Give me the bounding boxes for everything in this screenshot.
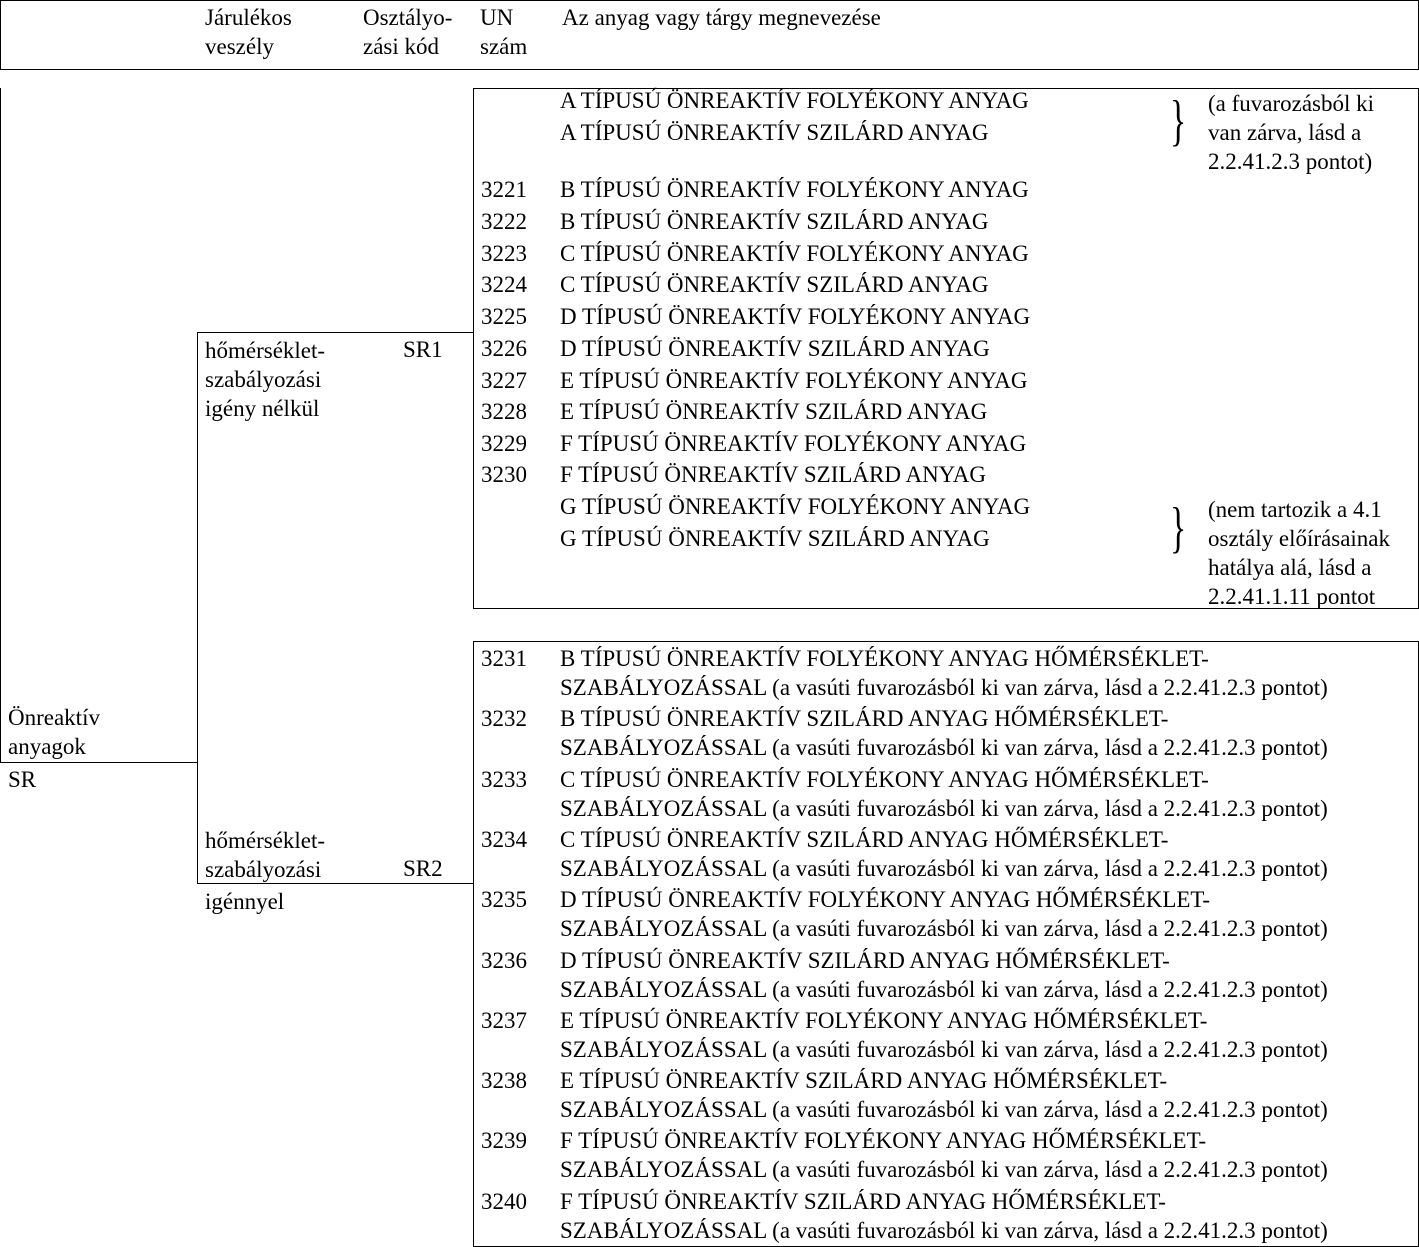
root-label-line1: Önreaktív [8,705,100,730]
group1-substance-name: A TÍPUSÚ ÖNREAKTÍV SZILÁRD ANYAG [560,120,989,145]
group2-substance-name-line1: C TÍPUSÚ ÖNREAKTÍV SZILÁRD ANYAG HŐMÉRSÉKLET- [560,826,1169,852]
group2-un-number: 3231 [481,646,527,671]
group2-substance-name-line2: SZABÁLYOZÁSSAL (a vasúti fuvarozásból ki van zárva, lásd a 2.2.41.2.3 pontot) [560,1036,1328,1062]
note-g-line3: hatálya alá, lásd a [1208,555,1372,580]
group2-substance-name-line1: E TÍPUSÚ ÖNREAKTÍV SZILÁRD ANYAG HŐMÉRSÉKLET- [560,1068,1168,1094]
branch-vertical-line [197,333,198,884]
header-un-number [480,3,527,61]
group1-substance-name: F TÍPUSÚ ÖNREAKTÍV FOLYÉKONY ANYAG [560,431,1027,456]
group2-substance-name-line2: SZABÁLYOZÁSSAL (a vasúti fuvarozásból ki van zárva, lásd a 2.2.41.2.3 pontot) [560,1097,1328,1123]
root-horizontal-line [0,762,198,763]
group1-note-g [1208,495,1390,611]
group2-box [473,641,1419,1247]
group1-note-a [1208,89,1374,176]
group2-substance-name-line1: F TÍPUSÚ ÖNREAKTÍV SZILÁRD ANYAG HŐMÉRSÉKLET- [560,1188,1166,1214]
note-g-line1: (nem tartozik a 4.1 [1208,497,1382,522]
group1-un-number: 3226 [481,336,527,361]
note-g-line4: 2.2.41.1.11 pontot [1208,584,1376,609]
group1-un-number: 3221 [481,177,527,202]
group1-substance-name: A TÍPUSÚ ÖNREAKTÍV FOLYÉKONY ANYAG [560,88,1029,113]
group2-substance-name-line2: SZABÁLYOZÁSSAL (a vasúti fuvarozásból ki van zárva, lásd a 2.2.41.2.3 pontot) [560,795,1328,821]
group2-substance-name-line2: SZABÁLYOZÁSSAL (a vasúti fuvarozásból ki van zárva, lásd a 2.2.41.2.3 pontot) [560,976,1328,1002]
group1-substance-name: E TÍPUSÚ ÖNREAKTÍV FOLYÉKONY ANYAG [560,368,1028,393]
group2-substance-name-line2: SZABÁLYOZÁSSAL (a vasúti fuvarozásból ki van zárva, lásd a 2.2.41.2.3 pontot) [560,916,1328,942]
header-un-line2: szám [480,34,528,59]
group2-substance-name-line1: D TÍPUSÚ ÖNREAKTÍV FOLYÉKONY ANYAG HŐMÉRSÉKLET- [560,887,1211,913]
header-subsidiary-line2: veszély [205,34,274,59]
group2-substance-name-line2: SZABÁLYOZÁSSAL (a vasúti fuvarozásból ki van zárva, lásd a 2.2.41.2.3 pontot) [560,675,1328,700]
group2-un-number: 3238 [481,1068,527,1094]
group2-un-number: 3240 [481,1188,527,1214]
note-a-line3: 2.2.41.2.3 pontot) [1208,149,1373,174]
group2-un-number: 3237 [481,1007,527,1033]
group1-substance-name: F TÍPUSÚ ÖNREAKTÍV SZILÁRD ANYAG [560,462,986,487]
group2-substance-name-line1: B TÍPUSÚ ÖNREAKTÍV FOLYÉKONY ANYAG HŐMÉRSÉKLET- [560,646,1209,671]
group1-un-number: 3229 [481,431,527,456]
root-label [8,703,100,761]
group1-substance-name: G TÍPUSÚ ÖNREAKTÍV SZILÁRD ANYAG [560,526,990,551]
group1-brace-g: } [1170,497,1187,559]
branch2-code: SR2 [403,856,443,881]
group1-un-number: 3223 [481,241,527,266]
header-code-line1: Osztályo- [363,5,453,30]
group1-substance-name: G TÍPUSÚ ÖNREAKTÍV FOLYÉKONY ANYAG [560,494,1031,519]
branch1-label [205,336,325,423]
group2-substance-name-line1: F TÍPUSÚ ÖNREAKTÍV FOLYÉKONY ANYAG HŐMÉRSÉKLET- [560,1128,1207,1154]
group2-substance-name-line1: B TÍPUSÚ ÖNREAKTÍV SZILÁRD ANYAG HŐMÉRSÉKLET- [560,706,1169,732]
group2-substance-name-line2: SZABÁLYOZÁSSAL (a vasúti fuvarozásból ki van zárva, lásd a 2.2.41.2.3 pontot) [560,1157,1328,1183]
group2-un-number: 3232 [481,706,527,732]
header-un-line1: UN [480,5,514,30]
group1-substance-name: D TÍPUSÚ ÖNREAKTÍV SZILÁRD ANYAG [560,336,990,361]
header-substance-name: Az anyag vagy tárgy megnevezése [562,5,881,30]
group2-substance-name-line2: SZABÁLYOZÁSSAL (a vasúti fuvarozásból ki van zárva, lásd a 2.2.41.2.3 pontot) [560,1217,1328,1243]
root-code: SR [8,767,37,792]
group2-un-number: 3234 [481,826,527,852]
header-code-line2: zási kód [363,34,440,59]
branch1-label-line3: igény nélkül [205,396,320,421]
note-g-line2: osztály előírásainak [1208,526,1391,551]
branch2-label-line3: igénnyel [205,889,285,914]
group2-substance-name-line1: D TÍPUSÚ ÖNREAKTÍV SZILÁRD ANYAG HŐMÉRSÉKLET- [560,947,1170,973]
group2-un-number: 3239 [481,1128,527,1154]
group1-un-number: 3224 [481,272,527,297]
group1-substance-name: D TÍPUSÚ ÖNREAKTÍV FOLYÉKONY ANYAG [560,304,1031,329]
group1-un-number: 3228 [481,399,527,424]
branch1-label-line2: szabályozási [205,367,322,392]
group2-substance-name-line2: SZABÁLYOZÁSSAL (a vasúti fuvarozásból ki van zárva, lásd a 2.2.41.2.3 pontot) [560,735,1328,761]
header-classification-code [363,3,452,61]
branch1-code: SR1 [403,337,443,362]
note-a-line1: (a fuvarozásból ki [1208,91,1375,116]
note-a-line2: van zárva, lásd a [1208,120,1362,145]
group1-substance-name: B TÍPUSÚ ÖNREAKTÍV FOLYÉKONY ANYAG [560,177,1029,202]
group1-brace-a: } [1170,90,1187,152]
group1-un-number: 3222 [481,209,527,234]
group1-substance-name: B TÍPUSÚ ÖNREAKTÍV SZILÁRD ANYAG [560,209,989,234]
branch1-label-line1: hőmérséklet- [205,338,326,363]
branch2-label [205,826,325,884]
group2-un-number: 3235 [481,887,527,913]
group2-substance-name-line2: SZABÁLYOZÁSSAL (a vasúti fuvarozásból ki van zárva, lásd a 2.2.41.2.3 pontot) [560,855,1328,881]
header-subsidiary-risk [205,3,292,61]
group1-un-number: 3225 [481,304,527,329]
group1-substance-name: C TÍPUSÚ ÖNREAKTÍV SZILÁRD ANYAG [560,272,989,297]
branch1-connector-line [197,332,473,333]
group1-un-number: 3230 [481,462,527,487]
group1-substance-name: C TÍPUSÚ ÖNREAKTÍV FOLYÉKONY ANYAG [560,241,1029,266]
group2-un-number: 3236 [481,947,527,973]
group2-substance-name-line1: E TÍPUSÚ ÖNREAKTÍV FOLYÉKONY ANYAG HŐMÉRSÉKLET- [560,1007,1208,1033]
group2-un-number: 3233 [481,766,527,792]
branch2-label-line2: szabályozási [205,857,322,882]
root-label-line2: anyagok [8,734,86,759]
group2-substance-name-line1: C TÍPUSÚ ÖNREAKTÍV FOLYÉKONY ANYAG HŐMÉRSÉKLET- [560,766,1209,792]
group1-substance-name: E TÍPUSÚ ÖNREAKTÍV SZILÁRD ANYAG [560,399,988,424]
root-vertical-line [0,88,1,763]
group1-un-number: 3227 [481,368,527,393]
branch2-label-line1: hőmérséklet- [205,828,326,853]
header-subsidiary-line1: Járulékos [205,5,292,30]
